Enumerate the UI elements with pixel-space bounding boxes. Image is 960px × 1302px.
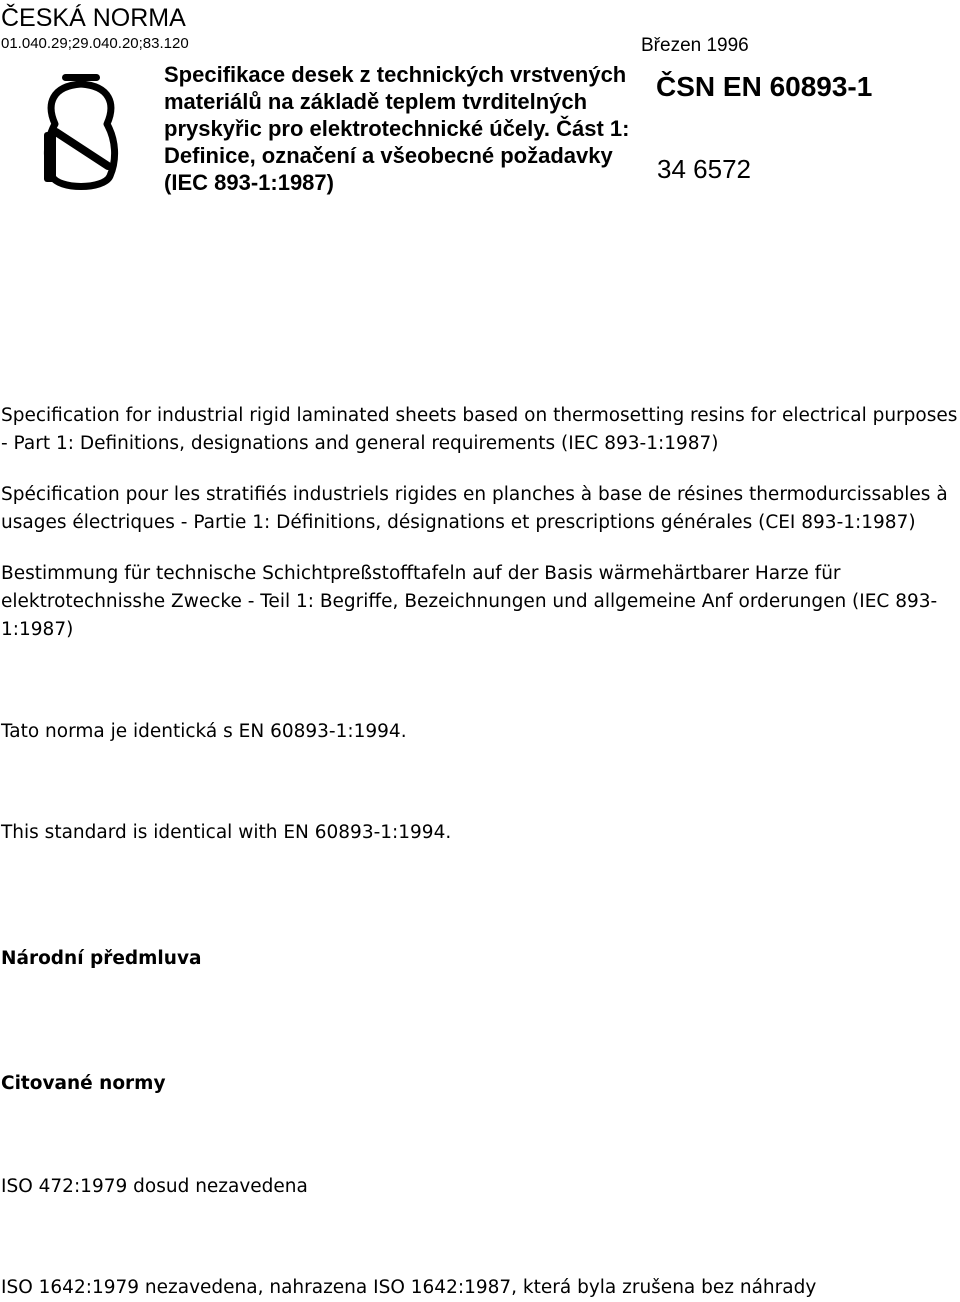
cited-standards-heading: Citované normy <box>1 1073 166 1094</box>
csn-logo-icon <box>42 70 120 196</box>
czech-title: Specifikace desek z technických vrstvených materiálů na základě teplem tvrditelných pryskyřic pro elektrotechnické účely. Část 1: Definice, označení a všeobecné požadavky (IEC 893-1:1987) <box>164 62 630 195</box>
ics-codes: 01.040.29;29.040.20;83.120 <box>1 35 189 52</box>
identity-english: This standard is identical with EN 60893-1:1994. <box>1 822 452 843</box>
french-title: Spécification pour les stratifiés industriels rigides en planches à base de résines thermodurcissables à usages électriques - Partie 1: Définitions, désignations et prescriptions générales (CEI 893-1:1987) <box>1 484 948 533</box>
standard-number: ČSN EN 60893-1 <box>656 71 873 102</box>
cited-standard-item: ISO 1642:1979 nezavedena, nahrazena ISO 1642:1987, která byla zrušena bez náhrady <box>1 1277 817 1298</box>
classification-code: 34 6572 <box>657 154 751 184</box>
norma-label: ČESKÁ NORMA <box>1 4 186 32</box>
german-title: Bestimmung für technische Schichtpreßstofftafeln auf der Basis wärmehärtbarer Harze für elektrotechnisshe Zwecke - Teil 1: Begriffe, Bezeichnungen und allgemeine Anf orderungen (IEC 893-1:1987) <box>1 563 938 640</box>
national-foreword-heading: Národní předmluva <box>1 948 202 969</box>
identity-czech: Tato norma je identická s EN 60893-1:1994. <box>1 721 407 742</box>
issue-date: Březen 1996 <box>641 35 749 56</box>
cited-standard-item: ISO 472:1979 dosud nezavedena <box>1 1176 308 1197</box>
english-title: Specification for industrial rigid laminated sheets based on thermosetting resins for electrical purposes - Part 1: Definitions, designations and general requirements (IEC 893-1:1987) <box>1 405 958 454</box>
